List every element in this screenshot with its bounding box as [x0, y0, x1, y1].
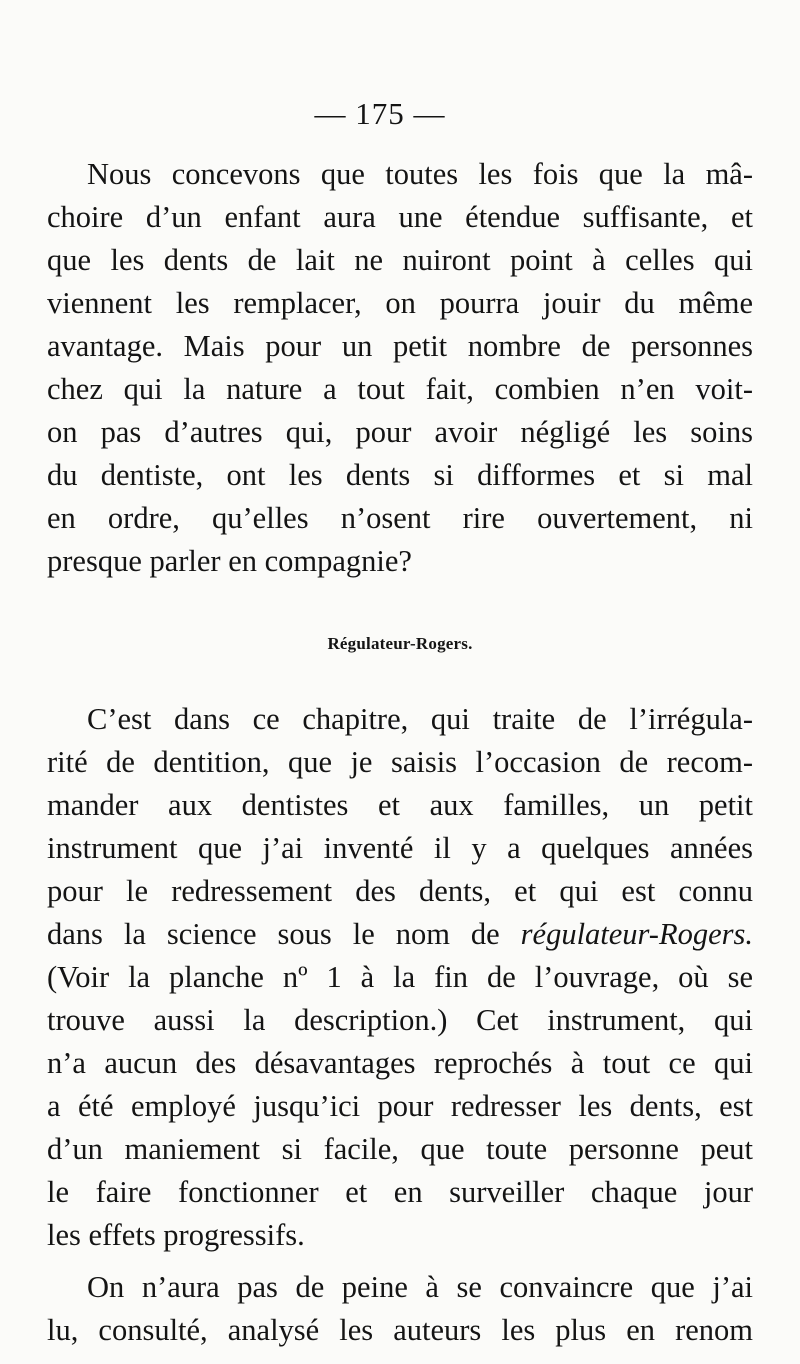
- paragraph-1-line-7: on pas d’autres qui, pour avoir négligé les soins: [47, 415, 753, 449]
- paragraph-3-line-1: On n’aura pas de peine à se convaincre que j’ai: [87, 1270, 753, 1304]
- paragraph-1-line-6: chez qui la nature a tout fait, combien n’en voit-: [47, 372, 753, 406]
- paragraph-2-line-3: mander aux dentistes et aux familles, un petit: [47, 788, 753, 822]
- page-number: — 175 —: [314, 96, 446, 131]
- paragraph-1-line-2: choire d’un enfant aura une étendue suffisante, et: [47, 200, 753, 234]
- paragraph-1-line-3: que les dents de lait ne nuiront point à celles qui: [47, 243, 753, 277]
- paragraph-2-line-10: a été employé jusqu’ici pour redresser les dents, est: [47, 1089, 753, 1123]
- instrument-name-italic: régulateur-Rogers.: [520, 917, 753, 951]
- section-heading: Régulateur-Rogers.: [327, 634, 473, 653]
- paragraph-2-line-1: C’est dans ce chapitre, qui traite de l’irrégula-: [87, 702, 753, 736]
- paragraph-2-line-13: les effets progressifs.: [47, 1218, 305, 1252]
- paragraph-1-line-10: presque parler en compagnie?: [47, 544, 412, 578]
- paragraph-2-line-6-text: dans la science sous le nom de: [47, 917, 521, 951]
- paragraph-2-line-2: rité de dentition, que je saisis l’occasion de recom-: [47, 745, 753, 779]
- paragraph-3-line-2: lu, consulté, analysé les auteurs les plus en renom: [47, 1313, 753, 1347]
- paragraph-1-line-1: Nous concevons que toutes les fois que la mâ-: [87, 157, 753, 191]
- paragraph-1-line-5: avantage. Mais pour un petit nombre de personnes: [47, 329, 753, 363]
- paragraph-2-line-8: trouve aussi la description.) Cet instrument, qui: [47, 1003, 753, 1037]
- paragraph-2-line-5: pour le redressement des dents, et qui est connu: [47, 874, 753, 908]
- paragraph-2-line-4: instrument que j’ai inventé il y a quelques années: [47, 831, 753, 865]
- paragraph-1-line-4: viennent les remplacer, on pourra jouir du même: [47, 286, 753, 320]
- paragraph-2-line-12: le faire fonctionner et en surveiller chaque jour: [47, 1175, 753, 1209]
- paragraph-2-line-6: [47, 913, 753, 956]
- paragraph-1-line-8: du dentiste, ont les dents si difformes et si mal: [47, 458, 753, 492]
- paragraph-2-line-9: n’a aucun des désavantages reprochés à tout ce qui: [47, 1046, 753, 1080]
- paragraph-2-line-7: (Voir la planche nº 1 à la fin de l’ouvrage, où se: [47, 960, 753, 994]
- paragraph-2-line-11: d’un maniement si facile, que toute personne peut: [47, 1132, 753, 1166]
- paragraph-1-line-9: en ordre, qu’elles n’osent rire ouvertement, ni: [47, 501, 753, 535]
